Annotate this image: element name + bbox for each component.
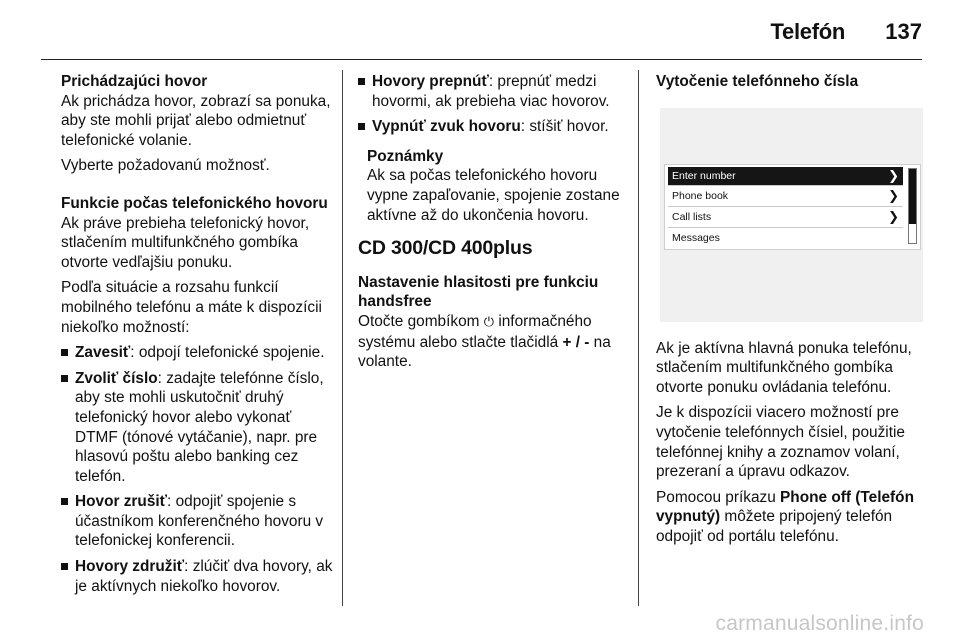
note-block (358, 147, 630, 225)
note-title: Poznámky (367, 147, 444, 165)
dial-text-3: Pomocou príkazu Phone off (Telefón vypnutý) môžete pripojený telefón odpojiť od portálu telefónu. (656, 488, 914, 545)
phone-menu-illustration (660, 108, 923, 322)
in-call-options-text: Podľa situácie a rozsahu funkcií mobilného telefónu a máte k dispozícii niekoľko možností: (61, 279, 322, 336)
chevron-right-icon: ❯ (888, 187, 899, 203)
page-header (0, 0, 960, 62)
chevron-right-icon: ❯ (888, 208, 899, 224)
bullet-term: Hovor zrušiť (75, 493, 168, 511)
bullet-term: Vypnúť zvuk hovoru (372, 118, 521, 136)
bullet-desc: : prepnúť medzi hovormi, ak prebieha viac hovorov. (372, 73, 610, 110)
scrollbar-thumb[interactable] (909, 169, 916, 225)
column-2 (358, 72, 630, 378)
chevron-right-icon: ❯ (888, 167, 899, 183)
handsfree-volume-text: Otočte gombíkom ⏻ informačného systému alebo stlačte tlačidlá + / - na volante. (358, 312, 611, 371)
bullet-desc: : zlúčiť dva hovory, ak je aktívnych niekoľko hovorov. (75, 558, 333, 595)
bullet-term: Hovory združiť (75, 558, 185, 576)
phone-off-command: Phone off (Telefón vypnutý) (656, 488, 914, 526)
bullet-hang-up (61, 343, 336, 363)
watermark: carmanualsonline.info (715, 612, 924, 635)
handsfree-volume-heading: Nastavenie hlasitosti pre funkciu handsfree (358, 273, 599, 311)
menu-item-messages[interactable]: Messages (672, 231, 720, 244)
menu-item-call-lists[interactable]: Call lists ❯ (668, 207, 903, 228)
bullet-dial-number (61, 369, 336, 487)
incoming-call-text: Ak prichádza hovor, zobrazí sa ponuka, aby ste mohli prijať alebo odmietnuť telefonické volanie. (61, 92, 331, 149)
menu-scrollbar[interactable] (908, 168, 917, 244)
incoming-call-heading: Prichádzajúci hovor (61, 73, 208, 90)
bullet-term: Zavesiť (75, 344, 131, 362)
in-call-functions-text: Ak práve prebieha telefonický hovor, stlačením multifunkčného gombíka otvorte vedľajšiu ponuku. (61, 214, 310, 271)
dial-number-heading: Vytočenie telefónneho čísla (656, 73, 859, 90)
section-heading: CD 300/CD 400plus (358, 237, 533, 260)
dial-text-1: Ak je aktívna hlavná ponuka telefónu, stlačením multifunkčného gombíka otvorte ponuku ovládania telefónu. (656, 339, 912, 396)
bullet-mute-call (358, 117, 630, 137)
page-title: Telefón (770, 19, 845, 44)
bullet-merge-calls (61, 557, 336, 596)
phone-menu-screen (664, 164, 921, 250)
power-knob-icon: ⏻ (483, 314, 495, 330)
bullet-desc: : zadajte telefónne číslo, aby ste mohli uskutočniť druhý telefonický hovor alebo vykonať DTMF (tónové vytáčanie), napr. pre hlasovú poštu alebo banking cez telefón. (75, 369, 324, 485)
dial-text-2: Je k dispozícii viacero možností pre vytočenie telefónnych čísiel, použitie telefónnej knihy a zoznamov volaní, prezeraní a úpravu odkazov. (656, 404, 905, 481)
menu-item-phone-book[interactable]: Phone book ❯ (668, 186, 903, 207)
column-divider-2 (638, 70, 639, 606)
note-text: Ak sa počas telefonického hovoru vypne zapaľovanie, spojenie zostane aktívne až do ukončenia hovoru. (367, 167, 620, 224)
header-divider (41, 59, 922, 60)
bullet-desc: : odpojí telefonické spojenie. (130, 344, 325, 362)
volume-keys: + / - (562, 333, 590, 351)
menu-item-enter-number[interactable]: Enter number ❯ (668, 167, 903, 186)
bullet-desc: : odpojiť spojenie s účastníkom konferenčného hovoru v telefonickej konferencii. (75, 493, 324, 550)
bullet-desc: : stíšiť hovor. (520, 118, 609, 136)
column-3 (656, 72, 926, 553)
bullet-term: Zvoliť číslo (75, 369, 158, 387)
page-number: 137 (885, 19, 922, 44)
in-call-functions-heading: Funkcie počas telefonického hovoru (61, 194, 328, 212)
bullet-switch-calls (358, 72, 630, 111)
bullet-cancel-call (61, 492, 336, 551)
bullet-term: Hovory prepnúť (372, 73, 489, 90)
incoming-call-select: Vyberte požadovanú možnosť. (61, 157, 270, 175)
column-divider-1 (342, 70, 343, 606)
column-1 (61, 72, 336, 602)
